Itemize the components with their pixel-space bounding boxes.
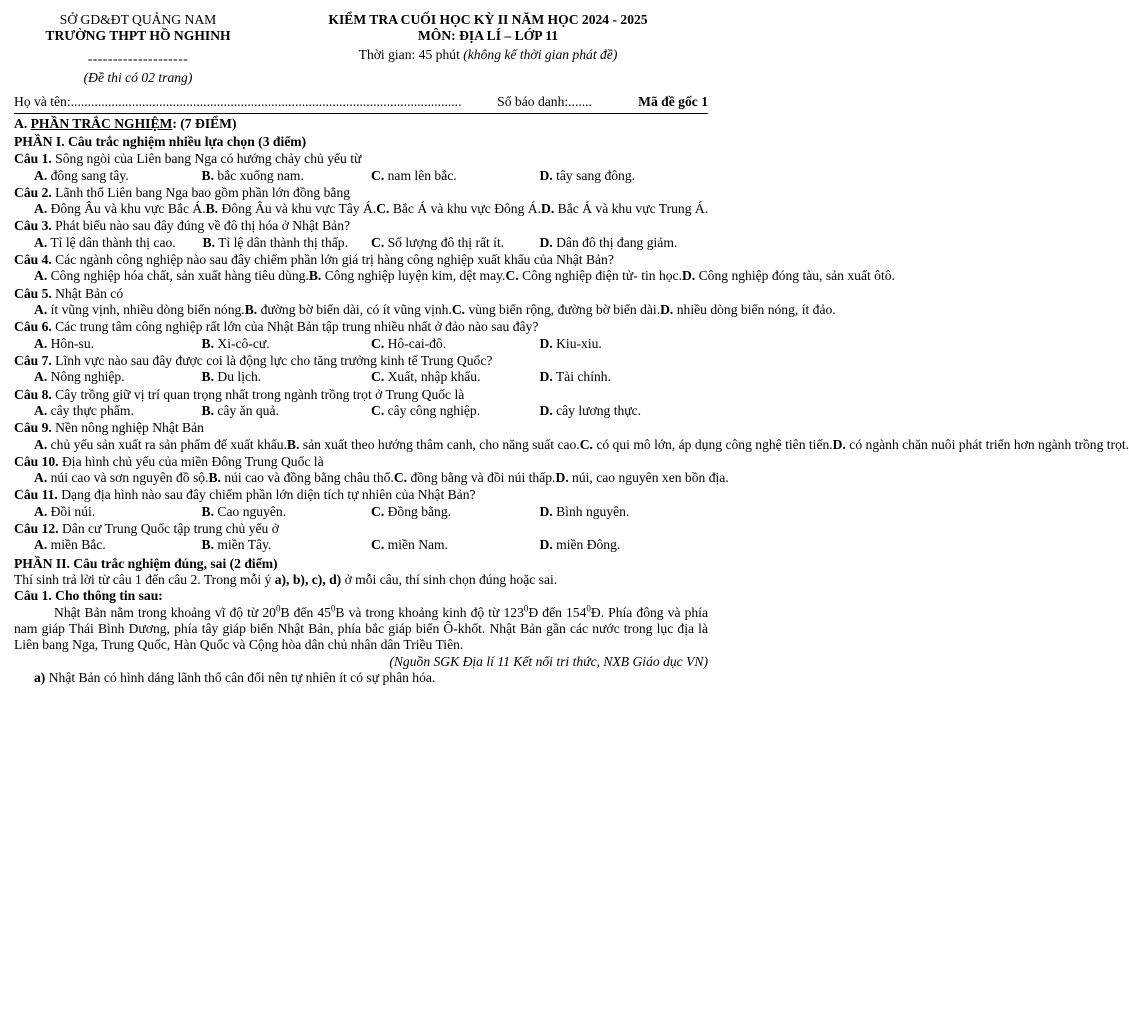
question-item	[14, 420, 1129, 453]
option-c[interactable]	[371, 336, 540, 352]
option-text: cây thực phẩm.	[47, 402, 134, 418]
option-d[interactable]	[660, 302, 836, 318]
question-stem	[14, 151, 708, 167]
part2-title: PHẦN II. Câu trắc nghiệm đúng, sai (2 điểm)	[14, 555, 278, 571]
option-key: D.	[539, 503, 553, 519]
question-stem	[14, 252, 708, 268]
question-text: Nhật Bản có	[51, 285, 124, 301]
option-group	[14, 336, 708, 352]
statement-a-key: a)	[34, 669, 46, 685]
option-d[interactable]	[540, 168, 709, 184]
option-text: Du lịch.	[214, 369, 262, 385]
option-text: núi cao và đồng bằng châu thổ.	[220, 470, 394, 486]
option-text: miền Bắc.	[47, 537, 106, 553]
option-a[interactable]	[34, 470, 208, 486]
option-text: Bắc Á và khu vực Trung Á.	[554, 201, 709, 217]
option-key: B.	[201, 503, 214, 519]
question-list	[14, 151, 1129, 554]
passage-seg-4: Đ đến 154	[528, 604, 587, 620]
option-key: B.	[201, 167, 214, 183]
name-label: Họ và tên:	[14, 94, 71, 110]
question-item	[14, 387, 708, 420]
option-text: núi cao và sơn nguyên đồ sộ.	[47, 470, 209, 486]
question-text: Lãnh thổ Liên bang Nga bao gồm phần lớn đồng bằng	[51, 184, 351, 200]
option-key: D.	[539, 369, 553, 385]
question-text: Lĩnh vực nào sau đây được coi là động lực cho tăng trưởng kinh tế Trung Quốc?	[51, 352, 493, 368]
option-text: Đồng bằng.	[384, 503, 452, 519]
question-item	[14, 218, 708, 251]
option-group	[14, 403, 708, 419]
option-d[interactable]	[540, 235, 709, 251]
option-a[interactable]	[34, 403, 202, 419]
question-number: Câu 2.	[14, 184, 52, 200]
name-field[interactable]: ...................................................................................................................	[70, 94, 462, 110]
option-key: B.	[201, 369, 214, 385]
question-item	[14, 319, 708, 352]
option-text: đông sang tây.	[47, 167, 129, 183]
option-d[interactable]	[833, 437, 1129, 453]
option-key: B.	[308, 268, 322, 284]
option-text: Công nghiệp điện tử- tin học.	[518, 268, 682, 284]
question-item	[14, 521, 708, 554]
part2-instructions	[14, 572, 708, 588]
option-text: miền Nam.	[384, 537, 449, 553]
option-key: C.	[451, 302, 466, 317]
option-text: núi, cao nguyên xen bồn địa.	[568, 470, 729, 486]
option-key: C.	[371, 402, 385, 418]
option-text: đồng bằng và đồi núi thấp.	[407, 470, 556, 486]
option-group	[14, 436, 1129, 453]
option-key: D.	[539, 537, 553, 553]
option-d[interactable]	[540, 369, 709, 385]
option-d[interactable]	[540, 504, 709, 520]
question-text: Sông ngòi của Liên bang Nga có hướng chảy chủ yếu từ	[51, 151, 362, 167]
header-rule	[14, 113, 708, 114]
statement-a-text: Nhật Bản có hình dáng lãnh thổ cân đối nên tự nhiên ít có sự phân hóa.	[45, 669, 436, 685]
option-key: B.	[202, 234, 215, 250]
option-text: nam lên bắc.	[384, 167, 457, 183]
question-text: Dân cư Trung Quốc tập trung chủ yếu ở	[58, 521, 279, 537]
option-c[interactable]	[371, 369, 540, 385]
section-a-name: PHẦN TRẮC NGHIỆM	[30, 115, 173, 131]
question-stem	[14, 387, 708, 403]
option-a[interactable]	[34, 268, 309, 284]
option-b[interactable]	[203, 235, 372, 251]
question-text: Nền nông nghiệp Nhật Bản	[51, 420, 204, 436]
question-stem	[14, 218, 708, 234]
part2-q1-passage	[14, 605, 708, 654]
student-info-row	[14, 94, 708, 110]
option-text: Kiu-xiu.	[552, 335, 602, 351]
instr-items: a), b), c), d)	[274, 572, 342, 587]
exam-title: KIỂM TRA CUỐI HỌC KỲ II NĂM HỌC 2024 - 2025	[328, 12, 648, 27]
option-key: B.	[201, 402, 214, 418]
header-divider: --------------------	[87, 50, 189, 66]
option-key: C.	[371, 335, 385, 351]
option-key: D.	[541, 201, 555, 217]
question-number: Câu 8.	[14, 386, 52, 402]
option-key: A.	[34, 302, 48, 317]
option-key: A.	[34, 268, 48, 284]
option-b[interactable]	[309, 268, 506, 284]
option-key: A.	[34, 201, 48, 217]
option-group	[14, 235, 708, 251]
option-key: D.	[539, 335, 553, 351]
option-text: chủ yếu sản xuất ra sản phẩm để xuất khẩu.	[47, 436, 287, 452]
exam-header	[14, 12, 708, 86]
statement-a	[14, 670, 708, 686]
option-text: cây ăn quả.	[214, 402, 279, 418]
option-c[interactable]	[376, 201, 541, 217]
option-text: Tỉ lệ dân thành thị cao.	[47, 234, 176, 250]
question-text: Cây trồng giữ vị trí quan trọng nhất trong ngành trồng trọt ở Trung Quốc là	[51, 386, 465, 402]
option-key: C.	[393, 470, 408, 486]
option-group	[14, 168, 708, 184]
exam-page	[14, 12, 1129, 686]
option-key: C.	[371, 167, 385, 183]
option-text: Đông Âu và khu vực Bắc Á.	[47, 201, 206, 217]
option-text: Công nghiệp hóa chất, sản xuất hàng tiêu dùng.	[47, 268, 309, 284]
option-key: A.	[34, 369, 48, 385]
option-d[interactable]	[541, 201, 708, 217]
option-c[interactable]	[580, 437, 833, 453]
option-key: A.	[34, 470, 48, 486]
question-item	[14, 185, 708, 218]
option-key: D.	[660, 302, 674, 317]
school-name: TRƯỜNG THPT HỒ NGHINH	[45, 28, 231, 44]
option-c[interactable]	[371, 168, 540, 184]
option-d[interactable]	[540, 403, 709, 419]
option-group	[14, 470, 729, 486]
page-count-note: (Đề thi có 02 trang)	[83, 69, 193, 85]
option-a[interactable]	[34, 369, 202, 385]
option-key: D.	[832, 436, 846, 452]
question-stem	[14, 487, 708, 503]
option-key: C.	[505, 268, 519, 284]
question-number: Câu 3.	[14, 218, 52, 234]
option-c[interactable]	[452, 302, 660, 318]
option-group	[14, 504, 708, 520]
time-note: (không kể thời gian phát đề)	[463, 46, 618, 62]
option-b[interactable]	[206, 201, 377, 217]
time-line	[268, 47, 708, 63]
option-group	[14, 268, 895, 284]
option-text: vùng biển rộng, đường bờ biển dài.	[465, 302, 661, 317]
option-a[interactable]	[34, 537, 202, 553]
question-number: Câu 1.	[14, 151, 52, 167]
option-group	[14, 369, 708, 385]
question-number: Câu 12.	[14, 521, 59, 537]
part1-title: PHẦN I. Câu trắc nghiệm nhiều lựa chọn (3 điểm)	[14, 133, 307, 149]
question-text: Các ngành công nghiệp nào sau đây chiếm phần lớn giá trị hàng công nghiệp xuất khẩu của Nhật Bản?	[51, 252, 614, 268]
question-stem	[14, 454, 708, 470]
option-d[interactable]	[682, 268, 895, 284]
option-b[interactable]	[202, 336, 371, 352]
question-number: Câu 9.	[14, 420, 52, 436]
option-c[interactable]	[371, 403, 540, 419]
option-d[interactable]	[540, 537, 709, 553]
question-stem	[14, 420, 708, 436]
degree-sup-3: 0	[523, 603, 529, 614]
option-text: Hôn-su.	[47, 335, 95, 351]
option-text: sản xuất theo hướng thâm canh, cho năng suất cao.	[299, 436, 580, 452]
option-text: bắc xuống nam.	[214, 167, 304, 183]
option-text: miền Đông.	[552, 537, 621, 553]
option-key: C.	[579, 436, 593, 452]
option-c[interactable]	[371, 504, 540, 520]
option-text: Số lượng đô thị rất ít.	[384, 234, 505, 250]
instr-text-1: Thí sinh trả lời từ câu 1 đến câu 2. Trong mỗi ý	[14, 572, 275, 587]
passage-source: (Nguồn SGK Địa lí 11 Kết nối tri thức, NXB Giáo dục VN)	[389, 653, 708, 669]
option-c[interactable]	[371, 235, 540, 251]
section-a-title	[14, 116, 708, 132]
option-text: Bắc Á và khu vực Đông Á.	[389, 201, 542, 217]
option-text: tây sang đông.	[552, 167, 636, 183]
option-a[interactable]	[34, 504, 202, 520]
question-number: Câu 6.	[14, 319, 52, 335]
option-key: C.	[376, 201, 390, 217]
exam-code: Mã đề gốc 1	[638, 94, 708, 110]
option-key: C.	[371, 537, 385, 553]
option-key: B.	[201, 537, 214, 553]
question-text: Các trung tâm công nghiệp rất lớn của Nhật Bản tập trung nhiều nhất ở đảo nào sau đây?	[51, 319, 539, 335]
degree-sup-1: 0	[275, 603, 281, 614]
option-b[interactable]	[245, 302, 452, 318]
department-name: SỞ GD&ĐT QUẢNG NAM	[59, 12, 217, 27]
option-text: miền Tây.	[214, 537, 272, 553]
question-item	[14, 151, 708, 184]
question-number: Câu 11.	[14, 487, 58, 503]
option-key: C.	[371, 234, 385, 250]
option-b[interactable]	[202, 403, 371, 419]
passage-seg-3: B và trong khoảng kinh độ từ 123	[335, 604, 524, 620]
option-text: Đồi núi.	[47, 503, 96, 519]
option-key: A.	[34, 167, 48, 183]
option-b[interactable]	[202, 168, 371, 184]
degree-sup-2: 0	[330, 603, 336, 614]
option-key: B.	[201, 335, 214, 351]
option-b[interactable]	[287, 437, 580, 453]
option-text: Bình nguyên.	[552, 503, 630, 519]
option-text: Công nghiệp luyện kim, dệt may.	[321, 268, 506, 284]
time-label: Thời gian: 45 phút	[358, 46, 464, 62]
question-number: Câu 4.	[14, 252, 52, 268]
subject-line: MÔN: ĐỊA LÍ – LỚP 11	[417, 28, 559, 44]
sbd-label: Số báo danh:	[497, 94, 569, 110]
question-item	[14, 353, 708, 386]
option-key: A.	[34, 402, 48, 418]
option-text: cây công nghiệp.	[384, 402, 481, 418]
option-key: A.	[34, 537, 48, 553]
option-text: Cao nguyên.	[214, 503, 287, 519]
option-key: D.	[555, 470, 569, 486]
option-d[interactable]	[540, 336, 709, 352]
question-item	[14, 285, 836, 319]
passage-seg-1: Nhật Bản nằm trong khoảng vĩ độ từ 20	[54, 604, 276, 620]
option-b[interactable]	[202, 537, 371, 553]
degree-sup-4: 0	[586, 603, 591, 614]
option-text: Đông Âu và khu vực Tây Á.	[218, 201, 377, 217]
option-key: B.	[208, 470, 221, 486]
option-key: A.	[34, 234, 48, 250]
option-key: B.	[244, 302, 258, 317]
option-b[interactable]	[202, 504, 371, 520]
option-key: A.	[34, 436, 48, 452]
option-a[interactable]	[34, 336, 202, 352]
question-text: Phát biểu nào sau đây đúng về đô thị hóa ở Nhật Bản?	[51, 218, 351, 234]
option-group	[14, 537, 708, 553]
question-stem	[14, 185, 708, 201]
option-text: Tài chính.	[552, 369, 611, 385]
option-group	[14, 302, 836, 318]
option-a[interactable]	[34, 168, 202, 184]
option-a[interactable]	[34, 437, 287, 453]
option-key: A.	[34, 503, 48, 519]
option-key: B.	[286, 436, 300, 452]
question-item	[14, 252, 895, 285]
section-a-suffix: : (7 ĐIỂM)	[172, 115, 237, 131]
option-text: Xi-cô-cư.	[214, 335, 270, 351]
question-number: Câu 10.	[14, 453, 59, 469]
option-key: C.	[371, 503, 385, 519]
option-key: B.	[205, 201, 219, 217]
option-c[interactable]	[505, 268, 682, 284]
option-a[interactable]	[34, 235, 203, 251]
part2-q1-title: Câu 1. Cho thông tin sau:	[14, 588, 163, 604]
option-key: D.	[681, 268, 696, 284]
option-key: C.	[371, 369, 385, 385]
question-number: Câu 7.	[14, 352, 52, 368]
option-d[interactable]	[555, 470, 728, 486]
option-text: cây lương thực.	[552, 402, 642, 418]
option-text: có ngành chăn nuôi phát triển hơn ngành trồng trọt.	[845, 436, 1129, 452]
school-block	[14, 12, 262, 86]
option-key: D.	[539, 234, 553, 250]
option-text: ít vũng vịnh, nhiều dòng biển nóng.	[47, 302, 245, 317]
exam-info-block	[268, 12, 708, 86]
option-text: Tỉ lệ dân thành thị thấp.	[214, 234, 348, 250]
option-b[interactable]	[208, 470, 393, 486]
question-stem	[14, 521, 708, 537]
option-text: Dân đô thị đang giảm.	[552, 234, 678, 250]
option-text: Hô-cai-đô.	[384, 335, 447, 351]
option-text: nhiều dòng biển nóng, ít đảo.	[673, 302, 836, 317]
option-c[interactable]	[371, 537, 540, 553]
question-text: Địa hình chủ yếu của miền Đông Trung Quốc là	[58, 453, 324, 469]
option-a[interactable]	[34, 201, 206, 217]
option-a[interactable]	[34, 302, 245, 318]
instr-text-2: ở mỗi câu, thí sinh chọn đúng hoặc sai.	[341, 572, 558, 587]
passage-seg-2: B đến 45	[280, 604, 331, 620]
question-stem	[14, 353, 708, 369]
option-text: Nông nghiệp.	[47, 369, 125, 385]
question-stem	[14, 286, 708, 302]
option-key: D.	[539, 402, 553, 418]
sbd-field[interactable]: .......	[568, 94, 592, 110]
question-stem	[14, 319, 708, 335]
section-a-prefix: A.	[14, 115, 31, 131]
option-c[interactable]	[394, 470, 556, 486]
option-key: D.	[539, 167, 553, 183]
question-item	[14, 453, 729, 487]
question-item	[14, 487, 708, 520]
question-number: Câu 5.	[14, 285, 52, 301]
option-b[interactable]	[202, 369, 371, 385]
option-text: Công nghiệp đóng tàu, sản xuất ôtô.	[695, 268, 895, 284]
passage-seg-5: Đ. Phía đông và phía nam giáp Thái Bình Dương, phía tây giáp biển Nhật Bản, phía bắc giáp biển Ô-khốt. Nhật Bản gần các nước trong lục địa là Liên bang Nga, Trung Quốc, Hàn Quốc và Cộng hòa dân chủ nhân dân Triều Tiên.	[14, 604, 708, 653]
option-key: A.	[34, 335, 48, 351]
option-text: Xuất, nhập khẩu.	[384, 369, 481, 385]
option-text: đường bờ biển dài, có ít vũng vịnh.	[257, 302, 452, 317]
question-text: Dạng địa hình nào sau đây chiếm phần lớn diện tích tự nhiên của Nhật Bản?	[57, 487, 476, 503]
option-group	[14, 201, 708, 217]
option-text: có qui mô lớn, áp dụng công nghệ tiên tiến.	[592, 436, 833, 452]
